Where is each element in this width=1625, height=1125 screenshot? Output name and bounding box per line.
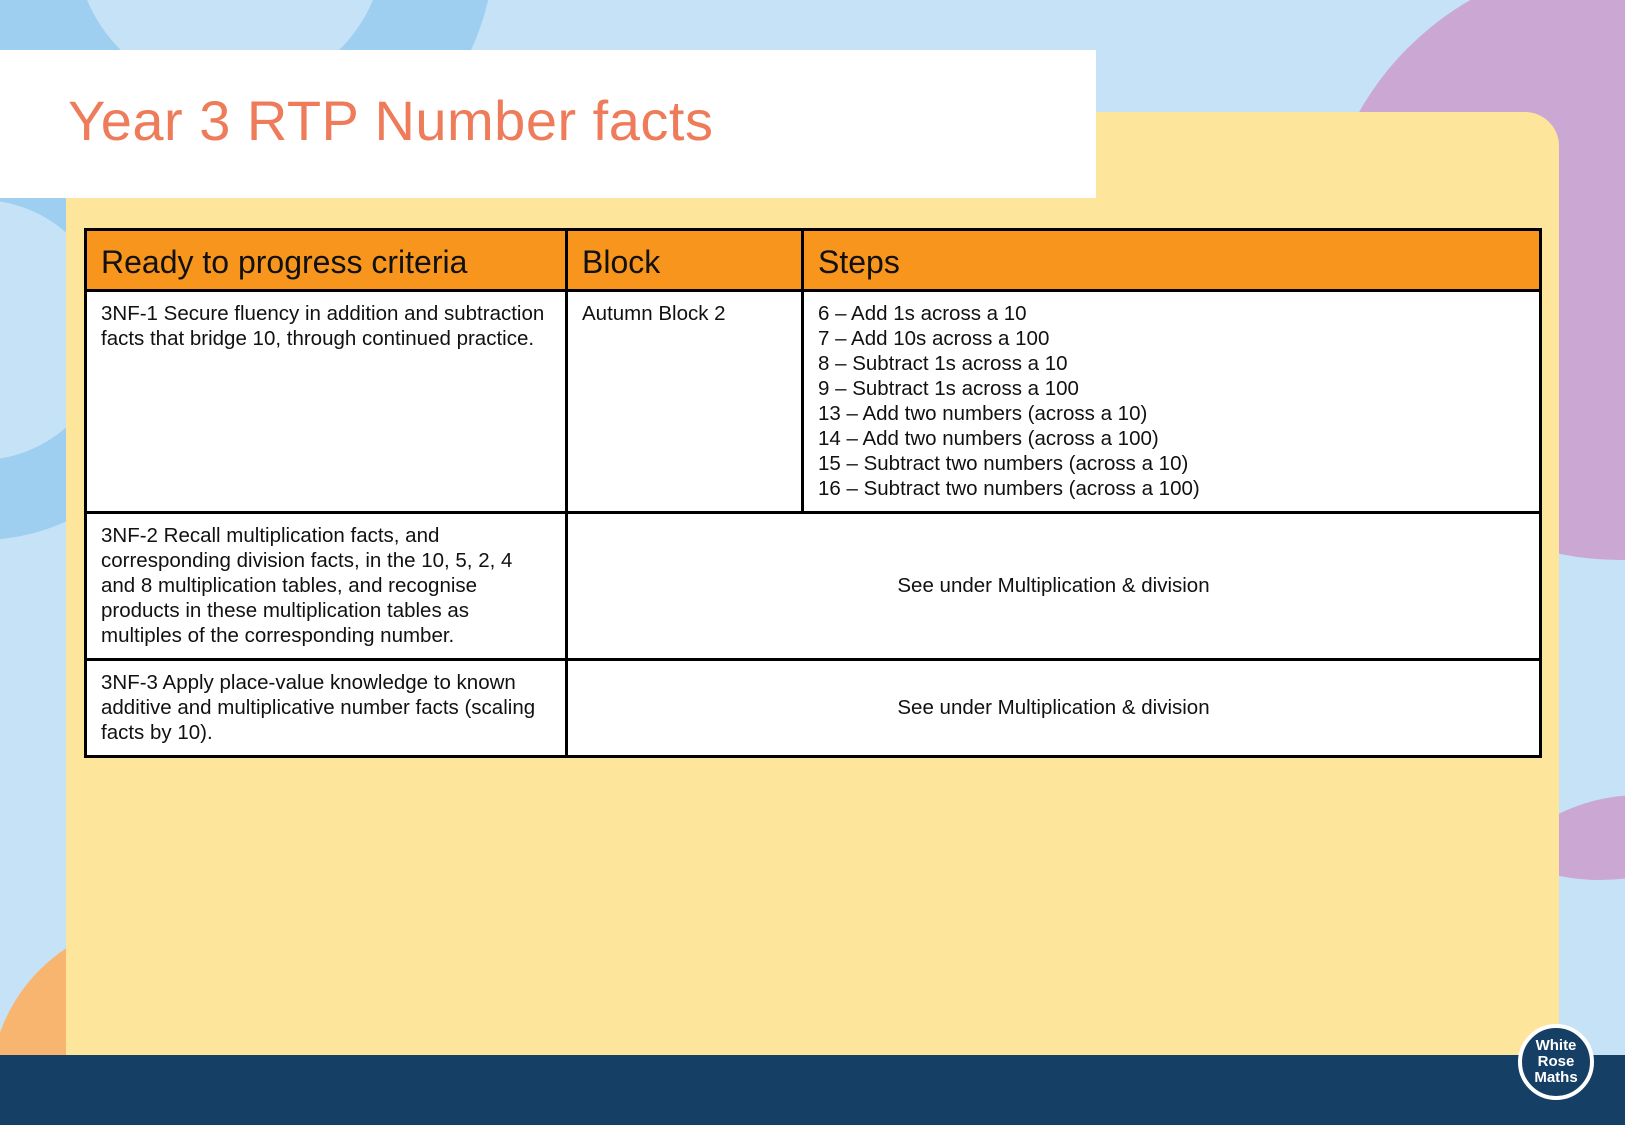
see-under-cell: See under Multiplication & division [567, 660, 1541, 757]
see-under-cell: See under Multiplication & division [567, 513, 1541, 660]
step-item: 13 – Add two numbers (across a 10) [818, 402, 1148, 425]
header-steps: Steps [803, 230, 1541, 291]
table-row [86, 291, 1541, 513]
criteria-cell: 3NF-1 Secure fluency in addition and subtraction facts that bridge 10, through continued practice. [86, 291, 567, 513]
page-title: Year 3 RTP Number facts [68, 89, 714, 152]
header-block: Block [567, 230, 803, 291]
step-item: 16 – Subtract two numbers (across a 100) [818, 477, 1200, 500]
criteria-cell: 3NF-3 Apply place-value knowledge to known additive and multiplicative number facts (scaling facts by 10). [86, 660, 567, 757]
table-row [86, 513, 1541, 660]
block-cell: Autumn Block 2 [567, 291, 803, 513]
logo-line: Rose [1537, 1053, 1575, 1070]
step-item: 6 – Add 1s across a 10 [818, 302, 1027, 325]
step-item: 14 – Add two numbers (across a 100) [818, 427, 1159, 450]
step-item: 9 – Subtract 1s across a 100 [818, 377, 1079, 400]
steps-cell [803, 291, 1541, 513]
footer-bar [0, 1055, 1625, 1125]
step-item: 15 – Subtract two numbers (across a 10) [818, 452, 1189, 475]
rtp-table [84, 228, 1542, 758]
step-item: 7 – Add 10s across a 100 [818, 327, 1050, 350]
logo-line: White [1535, 1037, 1577, 1054]
logo-line: Maths [1534, 1069, 1578, 1086]
header-criteria: Ready to progress criteria [86, 230, 567, 291]
criteria-cell: 3NF-2 Recall multiplication facts, and corresponding division facts, in the 10, 5, 2, 4 and 8 multiplication tables, and recognise products in these multiplication tables as multiples of the corresponding number. [86, 513, 567, 660]
step-item: 8 – Subtract 1s across a 10 [818, 352, 1068, 375]
table-header-row [86, 230, 1541, 291]
table-row [86, 660, 1541, 757]
white-rose-maths-logo [1518, 1024, 1594, 1100]
